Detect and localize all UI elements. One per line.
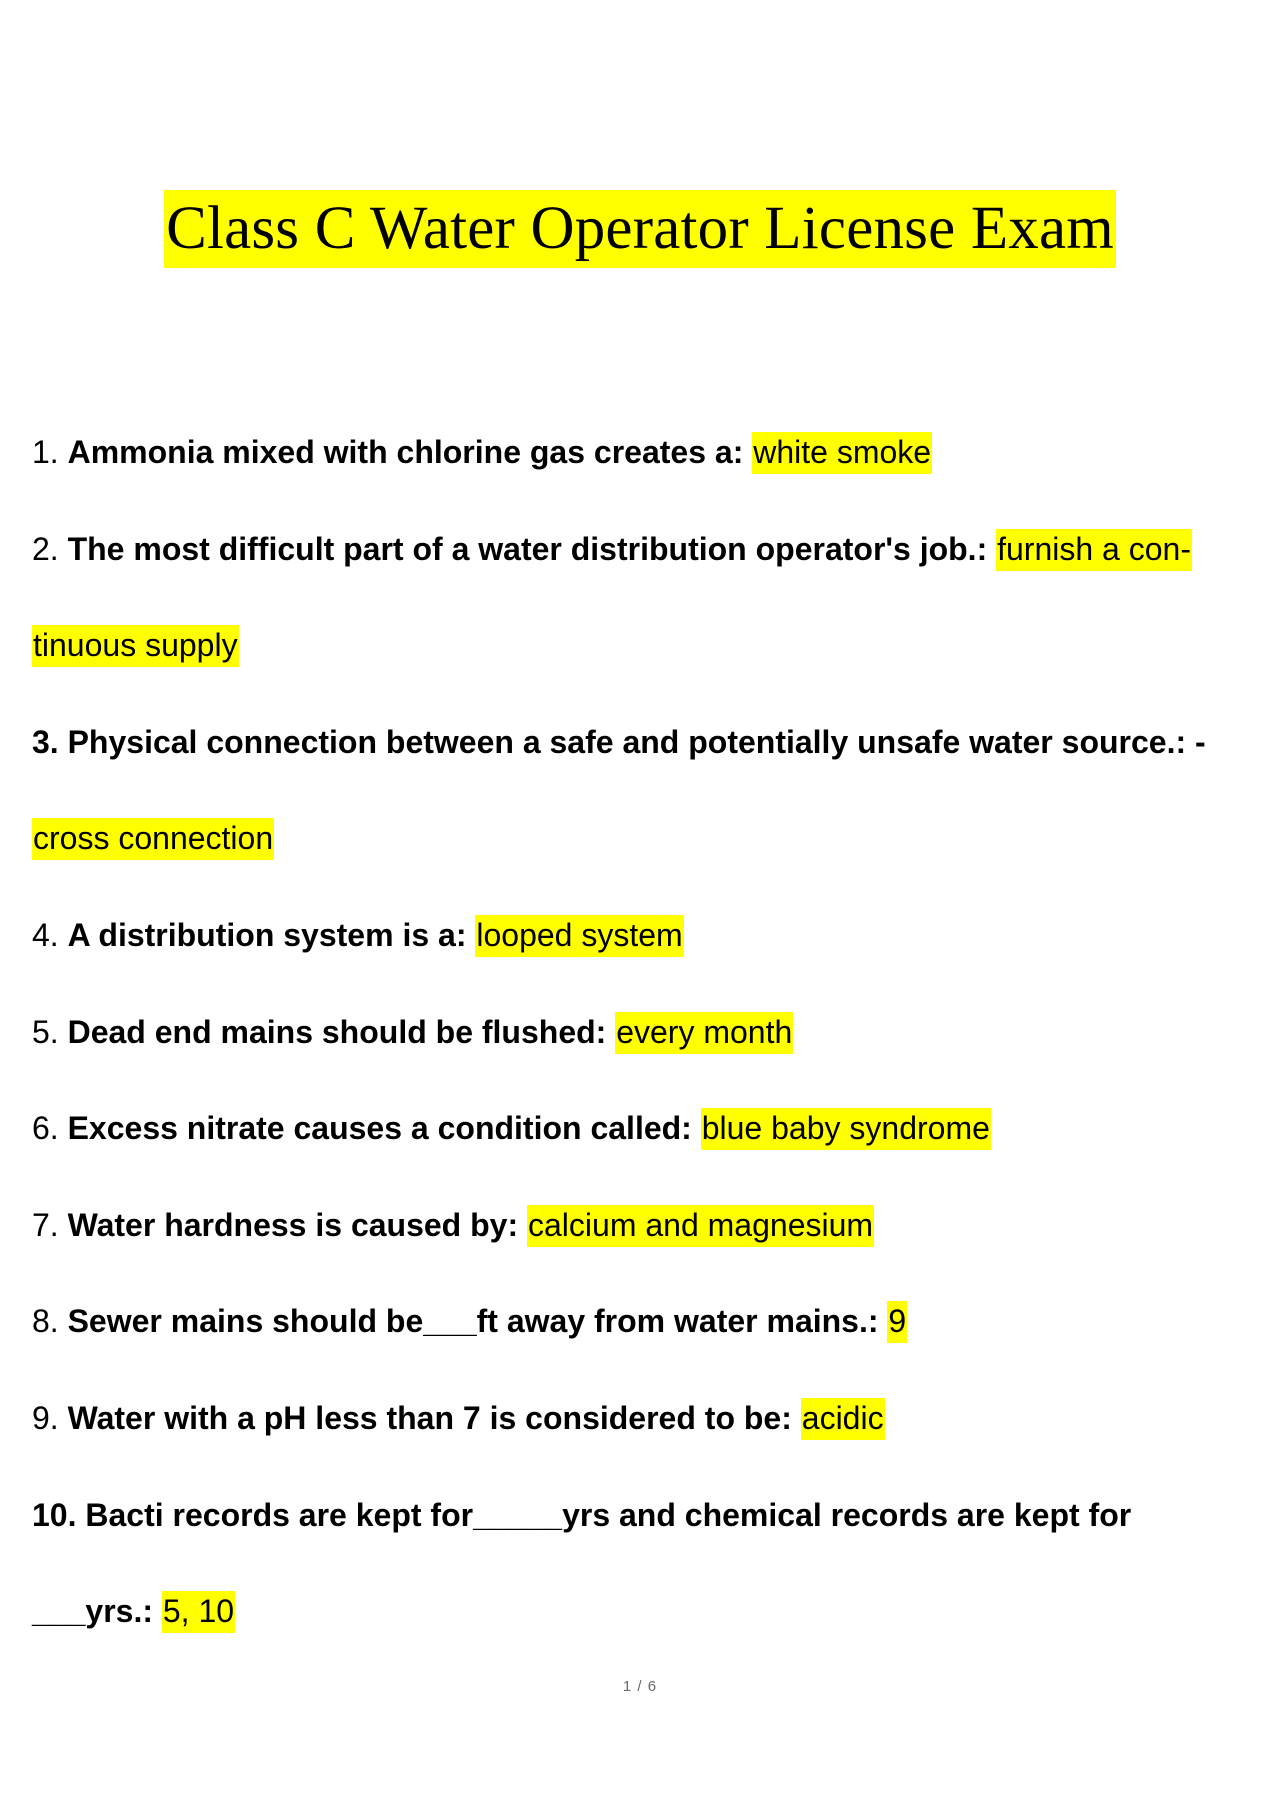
question-prompt: Ammonia mixed with chlorine gas creates a: bbox=[67, 434, 744, 470]
answer-highlight: acidic bbox=[801, 1398, 885, 1440]
question-number: 9. bbox=[32, 1399, 59, 1436]
question-item-2-continued bbox=[32, 597, 1257, 694]
question-prompt: Water hardness is caused by: bbox=[67, 1206, 519, 1243]
question-list bbox=[32, 404, 1257, 1660]
question-item-6 bbox=[32, 1080, 1257, 1177]
answer-highlight: tinuous supply bbox=[32, 625, 239, 667]
question-number: 8. bbox=[32, 1303, 59, 1340]
document-title: Class C Water Operator License Exam bbox=[164, 190, 1116, 268]
question-item-2 bbox=[32, 501, 1257, 598]
question-item-9 bbox=[32, 1370, 1257, 1467]
question-prompt: Physical connection between a safe and potentially unsafe water source.: - bbox=[67, 723, 1206, 760]
answer-highlight: furnish a con- bbox=[996, 529, 1192, 571]
question-number: 7. bbox=[32, 1206, 59, 1243]
answer-highlight: calcium and magnesium bbox=[527, 1205, 874, 1247]
question-prompt-continued: ___yrs.: bbox=[32, 1593, 153, 1630]
question-prompt: Dead end mains should be flushed: bbox=[67, 1013, 607, 1050]
question-prompt: Excess nitrate causes a condition called: bbox=[67, 1110, 692, 1147]
question-item-5 bbox=[32, 984, 1257, 1081]
question-prompt: Water with a pH less than 7 is considered to be: bbox=[67, 1399, 792, 1436]
question-number: 4. bbox=[32, 916, 59, 953]
title-container bbox=[0, 190, 1280, 268]
answer-highlight: 5, 10 bbox=[162, 1591, 235, 1633]
question-item-8 bbox=[32, 1273, 1257, 1370]
question-number: 6. bbox=[32, 1110, 59, 1147]
question-prompt: The most difficult part of a water distribution operator's job.: bbox=[67, 530, 988, 567]
question-item-1 bbox=[32, 404, 1257, 501]
question-item-4 bbox=[32, 887, 1257, 984]
question-number: 1. bbox=[32, 434, 59, 470]
answer-highlight: every month bbox=[615, 1012, 793, 1054]
question-item-3-continued bbox=[32, 790, 1257, 887]
answer-highlight: white smoke bbox=[752, 432, 932, 474]
answer-highlight: cross connection bbox=[32, 818, 274, 860]
question-prompt: A distribution system is a: bbox=[67, 916, 467, 953]
page-indicator: 1 / 6 bbox=[622, 1678, 658, 1695]
question-item-10 bbox=[32, 1467, 1257, 1564]
question-item-10-continued bbox=[32, 1563, 1257, 1660]
question-prompt: Sewer mains should be___ft away from water mains.: bbox=[67, 1303, 879, 1340]
question-number: 5. bbox=[32, 1013, 59, 1050]
question-number: 10. bbox=[32, 1496, 77, 1533]
answer-highlight: 9 bbox=[887, 1301, 907, 1343]
question-item-3 bbox=[32, 694, 1257, 791]
question-prompt: Bacti records are kept for_____yrs and chemical records are kept for bbox=[85, 1496, 1132, 1533]
answer-highlight: blue baby syndrome bbox=[701, 1108, 991, 1150]
question-item-7 bbox=[32, 1177, 1257, 1274]
question-number: 2. bbox=[32, 530, 59, 567]
question-number: 3. bbox=[32, 723, 59, 760]
answer-highlight: looped system bbox=[475, 915, 683, 957]
